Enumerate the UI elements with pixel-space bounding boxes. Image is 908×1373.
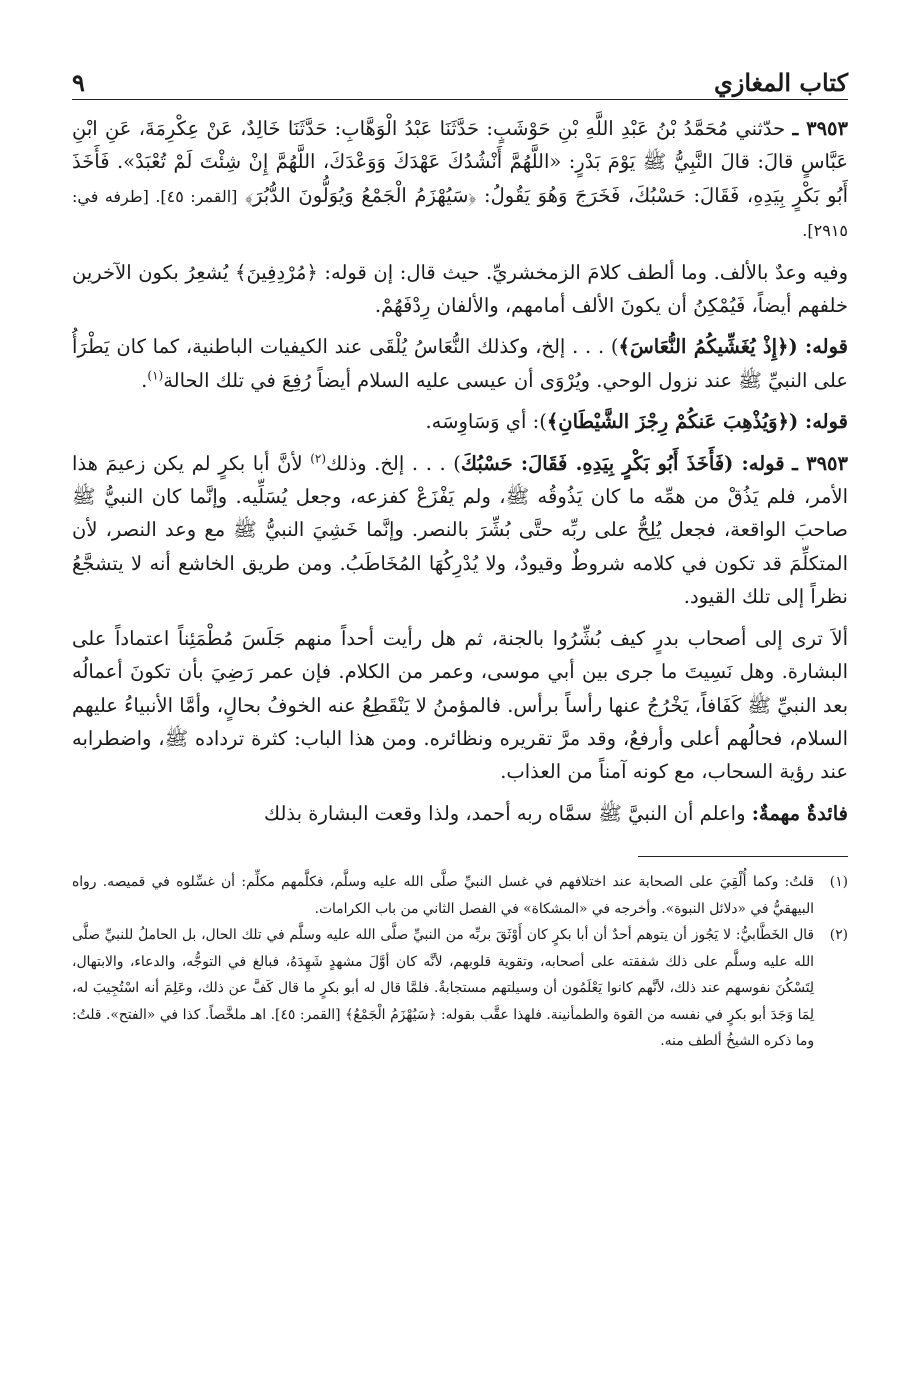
commentary-label: قوله: ( bbox=[788, 410, 848, 434]
hadith-text: حدّثني مُحَمَّدُ بْنُ عَبْدِ اللَّهِ بْنِ حَوْشَبٍ: حَدَّثَنَا عَبْدُ الْوَهَّابِ: حَدَّثَنَا خَالِدٌ، عَنْ عِكْرِمَةَ، عَنِ ابْنِ عَبَّاسٍ قالَ: قالَ النَّبِيُّ ﷺ يَوْمَ بَدْرٍ: «اللَّهُمَّ أَنْشُدُكَ عَهْدَكَ وَوَعْدَكَ، اللَّهُمَّ إِنْ شِئْتَ لَمْ تُعْبَدْ». فَأَخَذَ أَبُو بَكْرٍ بِيَدِهِ، فَقَالَ: حَسْبُكَ، فَخَرَجَ وَهُوَ يَقُولُ: ﴿سَيُهْزَمُ الْجَمْعُ وَيُوَلُّونَ الدُّبُرَ﴾ bbox=[72, 117, 849, 207]
footnote-number: (٢) bbox=[829, 927, 848, 944]
commentary-text: ): أي وَسَاوِسَه. bbox=[425, 410, 547, 434]
commentary-text: ) . . . إلخ، وكذلك النُّعَاسُ يُلْقَى عند الكيفيات الباطنية، كما كان يَطْرَأُ على النبيِّ ﷺ عند نزول الوحي. ويُرْوَى أن عيسى عليه السلام أيضاً رُفِعَ في تلك الحالة bbox=[72, 335, 848, 392]
commentary-end: . bbox=[141, 368, 148, 392]
footnote-marker: (٢) bbox=[310, 451, 327, 466]
page-header bbox=[72, 58, 848, 100]
hadith-number: ٣٩٥٣ ـ bbox=[792, 451, 848, 475]
footnote bbox=[72, 869, 848, 922]
quran-quote: ﴿إِذْ يُغَشِّيكُمُ النُّعَاسَ﴾ bbox=[618, 335, 789, 359]
commentary-text: ) . . . إلخ. وذلك bbox=[326, 451, 461, 475]
commentary-paragraph bbox=[72, 330, 848, 397]
commentary-paragraph bbox=[72, 405, 848, 438]
main-text bbox=[72, 112, 848, 830]
page-number: ٩ bbox=[72, 68, 85, 97]
commentary-paragraph: ألاَ ترى إلى أصحاب بدرٍ كيف بُشِّرُوا بالجنة، ثم هل رأيت أحداً منهم جَلَسَ مُطْمَئِناً اعتماداً على البشارة. وهل نَسِيتَ ما جرى بين أبي موسى، وعمر من الكلام. فإن عمر رَضِيَ بأن تكونَ أعمالُه بعد النبيِّ ﷺ كَفَافاً، يَخْرُجُ عنها رأساً برأس. فالمؤمنُ لا يَنْقَطِعُ عنه الخوفُ بحالٍ، وأمَّا الأنبياءُ عليهم السلام، فحالُهم أعلى وأرفعُ، وقد مرَّ تقريره ونظائره. ومن هذا الباب: كثرة ترداده ﷺ، واضطرابه عند رؤية السحاب، مع كونه آمناً من العذاب. bbox=[72, 626, 848, 784]
footnotes bbox=[72, 869, 848, 1055]
book-page bbox=[72, 58, 848, 1055]
benefit-label: فائدةٌ مهمةٌ: bbox=[751, 801, 848, 825]
footnote-text: قال الخَطَّابيُّ: لا يَجُوز أن يتوهم أحدٌ أن أبا بكرٍ كان أَوْثَقَ بربِّه من النبيِّ صلَّى الله عليه وسلَّم في تلك الحال، بل الحاملُ للنبيِّ صلَّى الله عليه وسلَّم على ذلك شفقته على أصحابه، وتقوية قلوبهم، لأنَّه كان أوَّلَ مشهدٍ شَهِدَهُ، فبالغ في التوجُّه، والدعاء، والابتهال، لِتَسْكُنَ نفوسهم عند ذلك، لأنَّهم كانوا يَعْلَمُون أن وسيلتهم مستجابةٌ. فلمَّا قال له أبو بكرٍ ما قال كَفَّ عن ذلك، وعَلِمَ أنه اسْتُجِيبَ له، لِمَا وَجَدَ أبو بكرٍ في نفسه من القوة والطمأنينة. فلهذا عقَّب بقوله: ﴿سَيُهْزَمُ الْجَمْعُ﴾ [القمر: ٤٥]. اهـ ملخَّصاً. كذا في «الفتح». قلتُ: وما ذكره الشيخُ ألطف منه. bbox=[72, 927, 815, 1050]
commentary-text: لأنَّ أبا بكرٍ لم يكن زعيمَ هذا الأمر، فلم يَذُقْ من همِّه ما كان يَذُوقُه ﷺ، ولم يَفْزَعْ كفزعه، وجعل يُسَلِّيه. وإنَّما كان النبيُّ ﷺ صاحبَ الواقعة، فجعل يُلِحُّ على ربِّه حتَّى بُشِّرَ بالنصر. وإنَّما خَشِيَ النبيُّ ﷺ مع وعد النصر، لأن المتكلِّمَ قد تكون في كلامه شروطٌ وقيودٌ، ولا يُدْرِكُهَا المُخَاطَبُ. ومن طريق الخاشع أنه لا يتشجَّعُ نظراً إلى تلك القيود. bbox=[72, 451, 848, 609]
hadith-number: ٣٩٥٣ ـ bbox=[792, 117, 848, 140]
footnote-text: قلتُ: وكما أُلْقِيَ على الصحابة عند اختلافهم في غسل النبيِّ صلَّى الله عليه وسلَّم، فكلَّمهم مكلِّم: أن غسِّلوه في قميصه. رواه البيهقيُّ في «دلائل النبوة». وأخرجه في «المشكاة» في الفصل الثاني من باب الكرامات. bbox=[72, 874, 814, 917]
hadith-paragraph bbox=[72, 112, 848, 248]
quran-quote: ﴿وَيُذْهِبَ عَنكُمْ رِجْزَ الشَّيْطَانِ﴾ bbox=[546, 410, 789, 434]
footnote-divider bbox=[638, 856, 848, 857]
hadith-reference: [القمر: ٤٥]. [طرفه في: ٢٩١٥]. bbox=[72, 186, 848, 241]
commentary-label: قوله: ( bbox=[788, 335, 848, 359]
footnote bbox=[72, 922, 848, 1055]
footnote-marker: (١) bbox=[147, 368, 164, 383]
commentary-paragraph: وفيه وعدٌ بالألف. وما ألطف كلامَ الزمخشريِّ. حيث قال: إن قوله: ﴿مُرْدِفِينَ﴾ يُشعِرُ بكون الآخرين خلفهم أيضاً، فَيُمْكِنُ أن يكونَ الألف أمامهم، والألفان رِدْفَهُمْ. bbox=[72, 260, 848, 318]
commentary-label: قوله: (فَأَخَذَ أَبُو بَكْرٍ بِيَدِهِ. فَقَالَ: حَسْبُكَ bbox=[460, 451, 785, 475]
benefit-text: واعلم أن النبيَّ ﷺ سمَّاه ربه أحمد، ولذا وقعت البشارة بذلك bbox=[264, 801, 752, 825]
benefit-paragraph bbox=[72, 797, 848, 830]
book-title: كتاب المغازي bbox=[713, 68, 848, 97]
commentary-paragraph bbox=[72, 447, 848, 614]
footnote-number: (١) bbox=[829, 874, 848, 891]
